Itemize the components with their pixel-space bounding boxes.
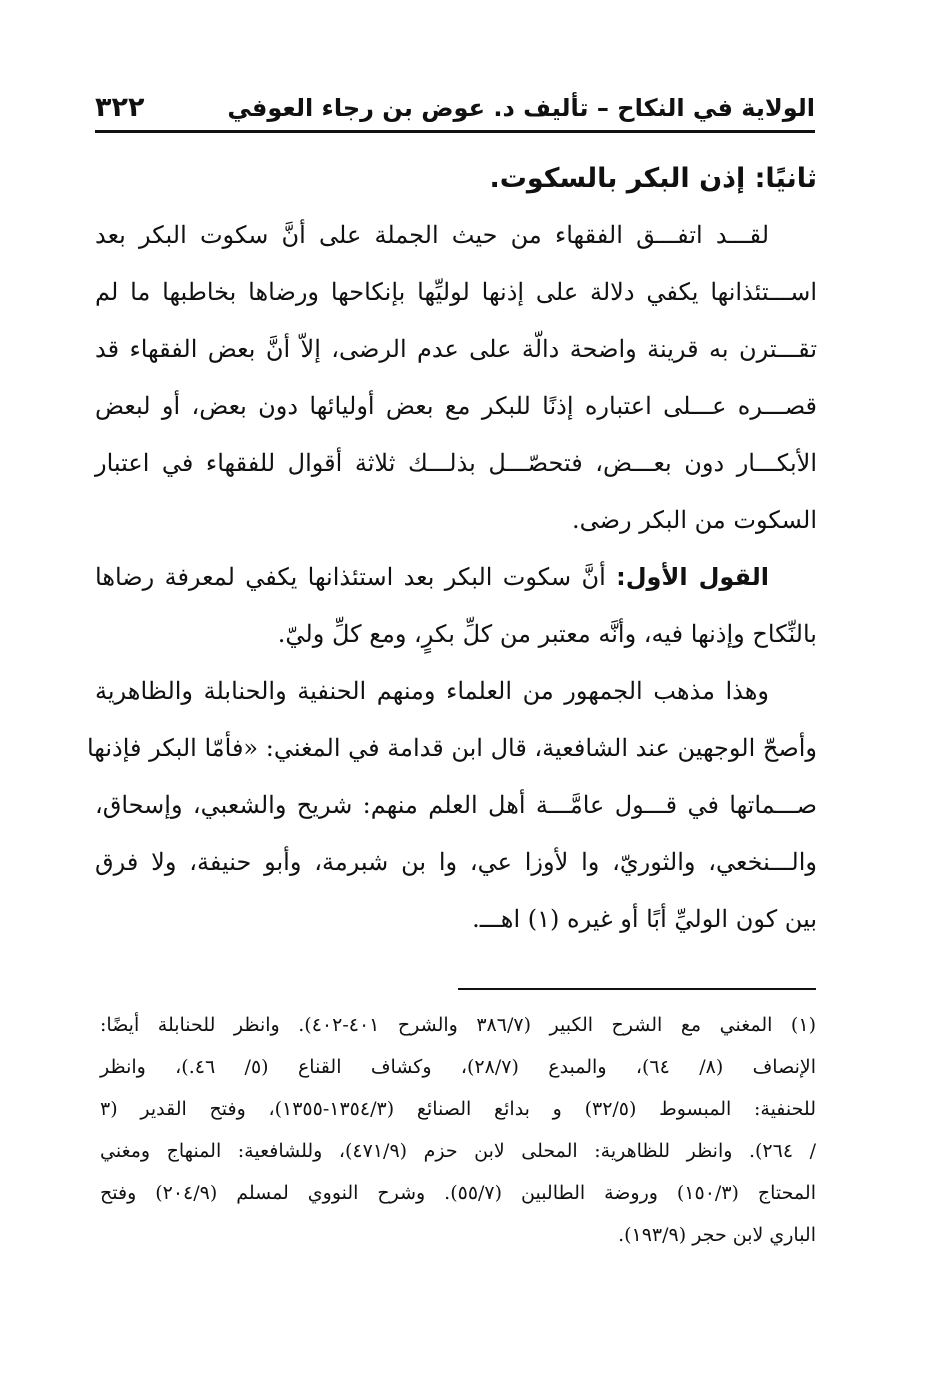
footnote-line: / ٢٦٤). وانظر للظاهرية: المحلى لابن حزم (٤٧١/٩)، وللشافعية: المنهاج ومغني [100,1140,816,1162]
first-opinion-line [95,549,817,606]
footnote-line: الإنصاف (٨/ ٦٤)، والمبدع (٢٨/٧)، وكشاف القناع (٥/ ٤٦.)، وانظر [100,1056,816,1078]
paragraph-line: السكوت من البكر رضى. [572,506,817,534]
main-text [86,150,817,948]
paragraph-line: بالنِّكاح وإذنها فيه، وأنَّه معتبر من كلِّ بكرٍ، ومع كلِّ وليّ. [277,620,817,648]
footnote-line: المحتاج (١٥٠/٣) وروضة الطالبين (٥٥/٧). وشرح النووي لمسلم (٢٠٤/٩) وفتح [100,1182,816,1204]
footnotes [100,1004,816,1256]
paragraph-line: صـــماتها في قـــول عامَّـــة أهل العلم منهم: شريح والشعبي، وإسحاق، [95,791,817,819]
paragraph-line: بين كون الوليِّ أبًا أو غيره (١) اهـــ. [472,905,817,933]
paragraph-line: الأبكـــار دون بعـــض، فتحصّـــل بذلـــك ثلاثة أقوال للفقهاء في اعتبار [95,449,817,477]
page-number: ٣٢٢ [95,92,145,123]
footnote-line: للحنفية: المبسوط (٣٢/٥) و بدائع الصنائع (١٣٥٤/٣-١٣٥٥)، وفتح القدير (٣ [100,1098,816,1120]
first-opinion-label: القول الأول: [616,563,769,591]
running-header [95,88,815,132]
footnote-line: (١) المغني مع الشرح الكبير (٣٨٦/٧ والشرح ٤٠١-٤٠٢). وانظر للحنابلة أيضًا: [100,1014,816,1036]
paragraph-line: وهذا مذهب الجمهور من العلماء ومنهم الحنفية والحنابلة والظاهرية [95,677,769,705]
header-title: الولاية في النكاح – تأليف د. عوض بن رجاء العوفي [227,94,815,122]
paragraph-line: لقـــد اتفـــق الفقهاء من حيث الجملة على أنَّ سكوت البكر بعد [95,221,769,249]
paragraph-line: قصـــره عـــلى اعتباره إذنًا للبكر مع بعض أوليائها دون بعض، أو لبعض [95,392,817,420]
footnote-line: الباري لابن حجر (١٩٣/٩). [618,1224,816,1246]
section-heading: ثانيًا: إذن البكر بالسكوت. [489,163,817,194]
header-divider [95,130,815,133]
paragraph-line: والـــنخعي، والثوريّ، وا لأوزا عي، وا بن شبرمة، وأبو حنيفة، ولا فرق [95,848,817,876]
paragraph-line: وأصحّ الوجهين عند الشافعية، قال ابن قدامة في المغني: «فأمّا البكر فإذنها [86,734,817,762]
footnote-divider [458,988,816,990]
paragraph-line: اســـتئذانها يكفي دلالة على إذنها لوليِّها بإنكاحها ورضاها بخاطبها ما لم [95,278,817,306]
first-opinion-text: أنَّ سكوت البكر بعد استئذانها يكفي لمعرفة رضاها [95,563,617,591]
paragraph-line: تقـــترن به قرينة واضحة دالّة على عدم الرضى، إلاّ أنَّ بعض الفقهاء قد [95,335,817,363]
